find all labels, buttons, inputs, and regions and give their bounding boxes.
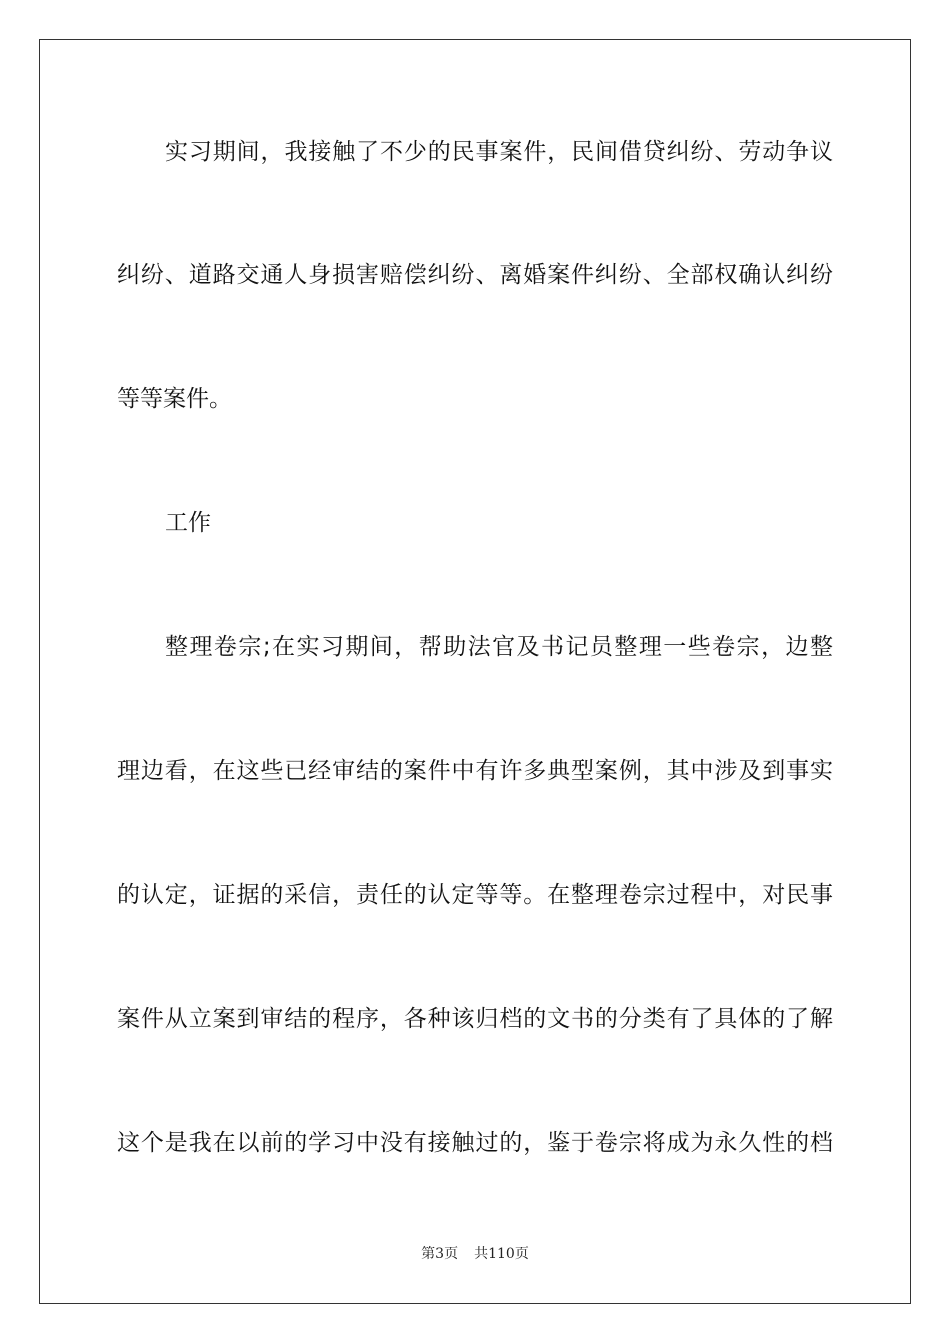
paragraph-3-line-3: 的认定，证据的采信，责任的认定等等。在整理卷宗过程中，对民事 xyxy=(117,882,833,908)
paragraph-3-line-2: 理边看，在这些已经审结的案件中有许多典型案例，其中涉及到事实 xyxy=(117,758,833,784)
paragraph-3-line-5: 这个是我在以前的学习中没有接触过的，鉴于卷宗将成为永久性的档 xyxy=(117,1130,833,1156)
page-footer xyxy=(0,1245,950,1263)
page-number: 第3页 xyxy=(421,1246,459,1262)
paragraph-1-line-1: 实习期间，我接触了不少的民事案件，民间借贷纠纷、劳动争议 xyxy=(165,139,833,165)
paragraph-3-line-1: 整理卷宗;在实习期间，帮助法官及书记员整理一些卷宗，边整 xyxy=(165,634,833,660)
section-heading: 工作 xyxy=(165,510,211,536)
paragraph-1-line-3: 等等案件。 xyxy=(117,386,232,412)
paragraph-1-line-2: 纠纷、道路交通人身损害赔偿纠纷、离婚案件纠纷、全部权确认纠纷 xyxy=(117,262,833,288)
page-border xyxy=(39,39,911,1304)
paragraph-3-line-4: 案件从立案到审结的程序，各种该归档的文书的分类有了具体的了解 xyxy=(117,1006,833,1032)
page-total: 共110页 xyxy=(474,1246,529,1262)
